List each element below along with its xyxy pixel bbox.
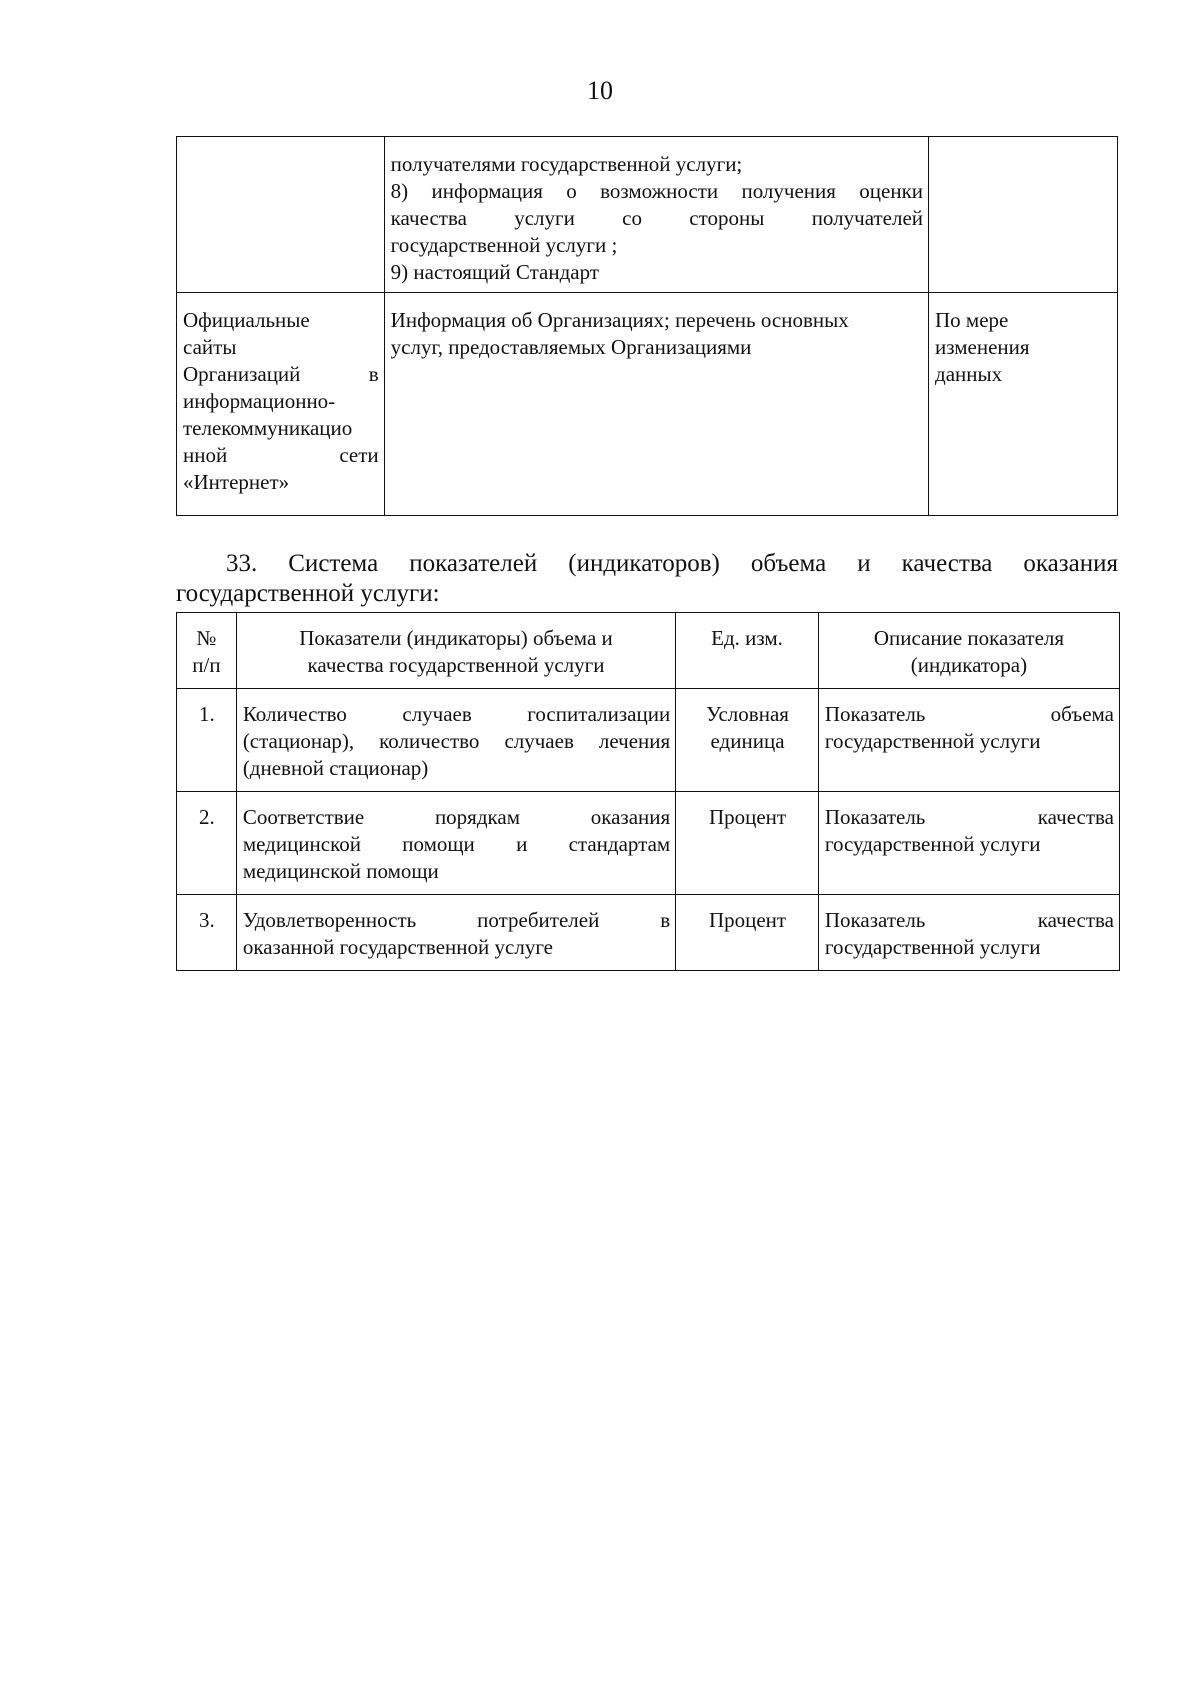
text-line: получателями государственной услуги; <box>390 152 743 176</box>
text-line: Количество случаев госпитализации <box>242 702 671 726</box>
heading-line: 33. Система показателей (индикаторов) объема и качества оказания <box>226 550 1118 577</box>
text-line: 9) настоящий Стандарт <box>390 260 599 284</box>
text-line: качества услуги со стороны получателей <box>390 206 924 230</box>
source-cell <box>177 137 385 293</box>
text-line: Удовлетворенность потребителей в <box>242 908 671 932</box>
text-line: телекоммуникацио <box>183 416 353 440</box>
text-line: (стационар), количество случаев лечения <box>242 729 671 753</box>
text-line: услуг, предоставляемых Организациями <box>390 335 752 359</box>
text-line: нной сети <box>183 443 379 467</box>
header-description <box>818 613 1119 689</box>
heading-line: государственной услуги: <box>176 580 440 607</box>
text-line: оказанной государственной услуге <box>242 935 553 959</box>
text-line: изменения <box>935 335 1030 359</box>
text-line: Показатель качества <box>824 805 1114 829</box>
text-line: Условная <box>706 702 789 726</box>
text-line: государственной услуги <box>824 935 1041 959</box>
indicator-cell <box>236 895 675 971</box>
table-row <box>177 895 1120 971</box>
header-text: Ед. изм. <box>711 626 783 650</box>
header-num <box>177 613 237 689</box>
unit-cell <box>676 689 819 792</box>
row-number: 1. <box>177 689 237 792</box>
source-cell <box>177 293 385 516</box>
frequency-cell <box>929 137 1118 293</box>
description-cell <box>818 689 1119 792</box>
indicator-cell <box>236 792 675 895</box>
text-line: (дневной стационар) <box>242 756 429 780</box>
text-line: «Интернет» <box>183 470 290 494</box>
info-sources-table <box>176 136 1118 516</box>
text-line: Показатель качества <box>824 908 1114 932</box>
section-heading <box>176 549 1118 609</box>
indicator-cell <box>236 689 675 792</box>
text-line: государственной услуги ; <box>390 233 618 257</box>
unit-cell <box>676 895 819 971</box>
header-indicator <box>236 613 675 689</box>
description-cell <box>818 792 1119 895</box>
description-cell <box>818 895 1119 971</box>
header-text: (индикатора) <box>910 653 1028 677</box>
text-line: Процент <box>708 805 787 829</box>
page-number: 10 <box>587 76 613 105</box>
text-line: данных <box>935 362 1003 386</box>
unit-cell <box>676 792 819 895</box>
text-line: сайты <box>183 335 237 359</box>
text-line: Процент <box>708 908 787 932</box>
header-text: п/п <box>192 653 221 677</box>
table-row <box>177 689 1120 792</box>
text-line: По мере <box>935 308 1009 332</box>
text-line: медицинской помощи и стандартам <box>242 832 671 856</box>
header-text: качества государственной услуги <box>307 653 605 677</box>
content-cell <box>384 137 928 293</box>
table-row <box>177 137 1118 293</box>
table-header-row <box>177 613 1120 689</box>
text-line: единица <box>710 729 785 753</box>
content-cell <box>384 293 928 516</box>
text-line: Организаций в <box>183 362 379 386</box>
text-line: Показатель объема <box>824 702 1114 726</box>
text-line: Официальные <box>183 308 310 332</box>
row-number: 2. <box>177 792 237 895</box>
row-number: 3. <box>177 895 237 971</box>
text-line: медицинской помощи <box>242 859 439 883</box>
text-line: Информация об Организациях; перечень основных <box>390 308 849 332</box>
table-row <box>177 792 1120 895</box>
text-line: 8) информация о возможности получения оценки <box>390 179 924 203</box>
text-line: государственной услуги <box>824 832 1041 856</box>
text-line: информационно- <box>183 389 336 413</box>
text-line: Соответствие порядкам оказания <box>242 805 671 829</box>
header-text: Описание показателя <box>873 626 1065 650</box>
table-row <box>177 293 1118 516</box>
header-text: Показатели (индикаторы) объема и <box>299 626 613 650</box>
indicators-table <box>176 612 1120 971</box>
header-unit <box>676 613 819 689</box>
frequency-cell <box>929 293 1118 516</box>
text-line: государственной услуги <box>824 729 1041 753</box>
header-text: № <box>196 626 217 650</box>
